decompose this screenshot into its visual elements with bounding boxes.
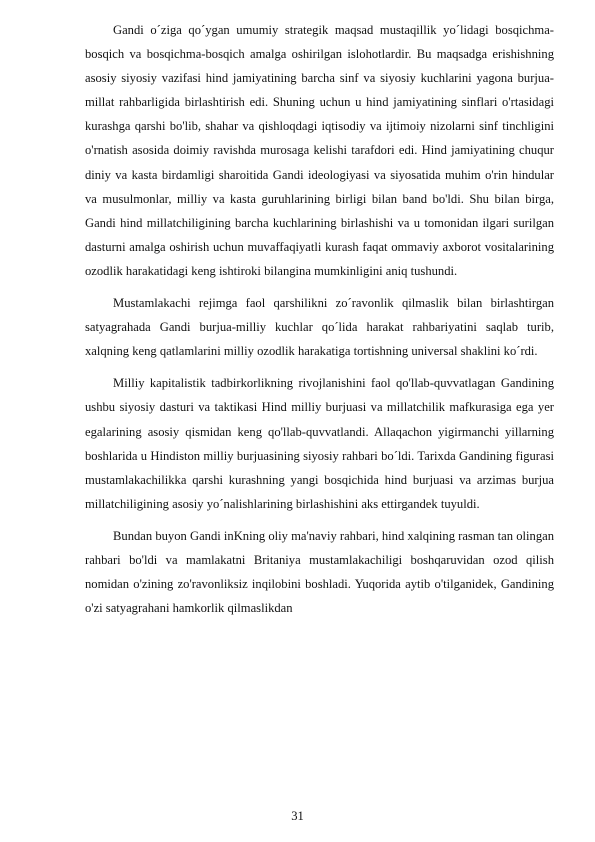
paragraph-2: Mustamlakachi rejimga faol qarshilikni zo´ravonlik qilmaslik bilan birlashtirgan satyagrahada Gandi burjua-milliy kuchlar qo´lida harakat rahbariyatini saqlab turib, xalqning keng qatlamlarini milliy ozodlik harakatiga tortishning universal shaklini ko´rdi.: [85, 296, 554, 359]
paragraph-1: Gandi o´ziga qo´ygan umumiy strategik maqsad mustaqillik yo´lidagi bosqichma-bosqich va bosqichma-bosqich amalga oshirilgan islohotlardir. Bu maqsadga erishishning asosiy siyosiy vazifasi hind jamiyatining barcha sinf va siyosiy kuchlarini yagona burjua-millat rahbarligida birlashtirish edi. Shuning uchun u hind jamiyatining sinflari o'rtasidagi kurashga qarshi bo'lib, shahar va qishloqdagi iqtisodiy va ijtimoiy nizolarni sinf tinchligini o'rnatish asosida doimiy ravishda murosaga kelishi tarafdori edi. Hind jamiyatining chuqur diniy va kasta birdamligi sharoitida Gandi ideologiyasi va siyosatida muhim o'rin hindular va musulmonlar, milliy va kasta guruhlarining birligi bilan band bo'ldi. Shu bilan birga, Gandi hind millatchiligining barcha kuchlarining birlashishi va u tomonidan ilgari surilgan dasturni amalga oshirish uchun muvaffaqiyatli kurash faqat ommaviy axborot vositalarining ozodlik harakatidagi keng ishtiroki bilangina mumkinligini aniq tushundi.: [85, 23, 554, 278]
paragraph-3: Milliy kapitalistik tadbirkorlikning rivojlanishini faol qo'llab-quvvatlagan Gandining ushbu siyosiy dasturi va taktikasi Hind milliy burjuasi va millatchilik mafkurasiga ega yer egalarining asosiy qismidan keng qo'llab-quvvatlandi. Allaqachon yigirmanchi yillarning boshlarida u Hindiston milliy burjuasining siyosiy rahbari bo´ldi. Tarixda Gandining figurasi mustamlakachilikka qarshi kurashning yangi bosqichida hind burjuasi va arzimas burjua millatchiligining asosiy yo´nalishlarining birlashishini aks ettirgandek tuyuldi.: [85, 376, 554, 511]
paragraph-4: Bundan buyon Gandi inKning oliy ma'naviy rahbari, hind xalqining rasman tan olingan rahbari bo'ldi va mamlakatni Britaniya mustamlakachiligi boshqaruvidan ozod qilish nomidan o'zining zo'ravonliksiz inqilobini boshladi. Yuqorida aytib o'tilganidek, Gandining o'zi satyagrahani hamkorlik qilmaslikdan: [85, 528, 554, 616]
page-number: 31: [291, 809, 304, 823]
document-page: [85, 18, 554, 628]
